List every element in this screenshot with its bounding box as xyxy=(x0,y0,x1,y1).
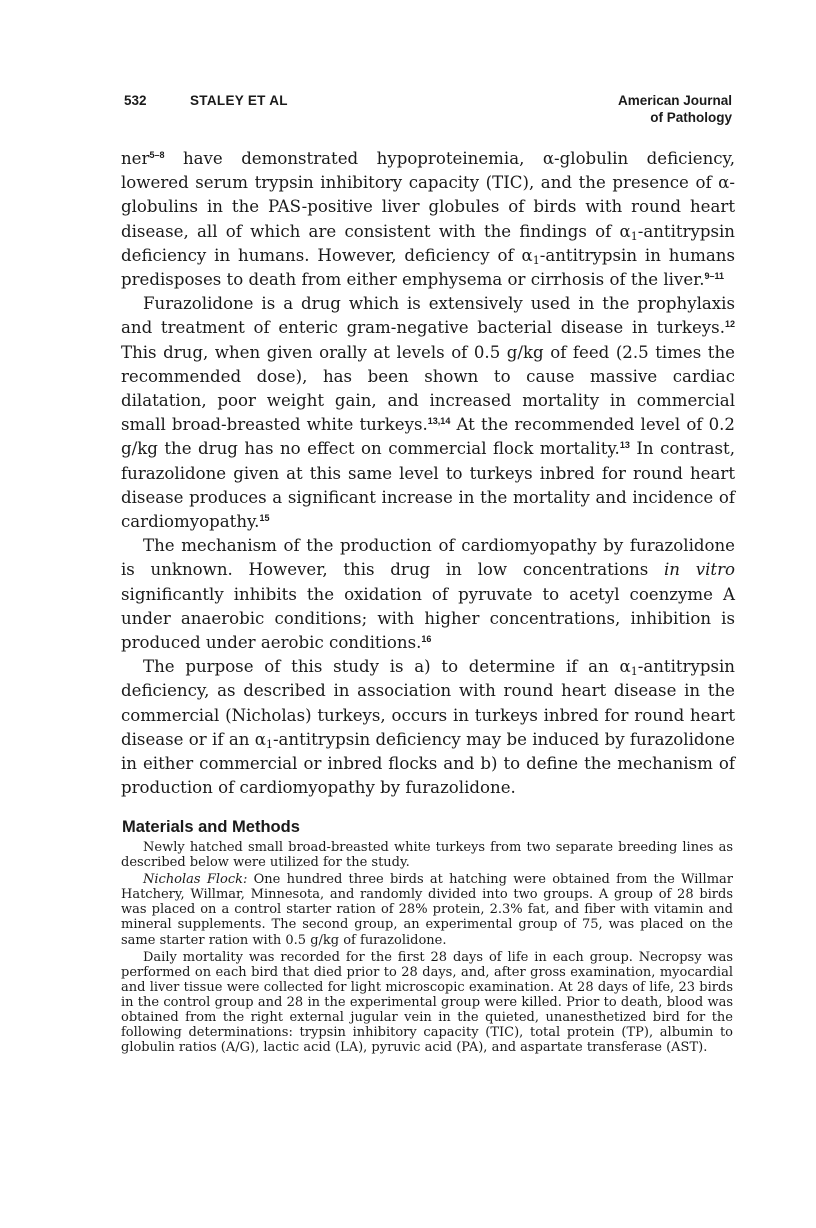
paragraph-3: The mechanism of the production of cardiomyopathy by furazolidone is unknown. However, this drug in low concentrations in vitro significantly inhibits the oxidation of pyruvate to acetyl coenzyme A under anaerobic conditions; with higher concentrations, inhibition is produced under aerobic conditions.$^{16}$ xyxy=(121,536,735,653)
page-number: 532 xyxy=(124,93,147,108)
running-head-journal xyxy=(618,92,732,126)
paragraph-1: ner$^{5-8}$ have demonstrated hypoproteinemia, α-globulin deficiency, lowered serum trypsin inhibitory capacity (TIC), and the presence of α-globulins in the PAS-positive liver globules of birds with round heart disease, all of which are consistent with the findings of $\alpha_1$-antitrypsin deficiency in humans. However, deficiency of $\alpha_1$-antitrypsin in humans predisposes to death from either emphysema or cirrhosis of the liver.$^{9-11}$ xyxy=(121,149,735,290)
citation-ref: 9–11 xyxy=(704,271,725,282)
section-heading-materials-methods: Materials and Methods xyxy=(122,818,300,836)
methods-paragraph-1: Newly hatched small broad-breasted white turkeys from two separate breeding lines as described below were utilized for the study. xyxy=(121,840,733,871)
journal-title-line1: American Journal xyxy=(617,93,732,108)
citation-ref: 13,14 xyxy=(427,416,451,427)
methods-text xyxy=(121,840,733,1055)
journal-title-line2: of Pathology xyxy=(650,110,732,125)
running-head-authors: STALEY ET AL xyxy=(190,93,288,108)
paragraph-4: The purpose of this study is a) to determine if an $\alpha_1$-antitrypsin deficiency, as described in association with round heart disease in the commercial (Nicholas) turkeys, occurs in turkeys inbred for round heart disease or if an $\alpha_1$-antitrypsin deficiency may be induced by furazolidone in either commercial or inbred flocks and b) to define the mechanism of production of cardiomyopathy by furazolidone. xyxy=(121,657,736,798)
methods-paragraph-2: Nicholas Flock: One hundred three birds at hatching were obtained from the Willmar Hatchery, Willmar, Minnesota, and randomly divided into two groups. A group of 28 birds was placed on a control starter ration of 28% protein, 2.3% fat, and fiber with vitamin and mineral supplements. The second group, an experimental group of 75, was placed on the same starter ration with 0.5 g/kg of furazolidone. xyxy=(121,872,733,948)
citation-ref: 13 xyxy=(619,440,630,451)
body-text xyxy=(121,147,735,800)
citation-ref: 5–8 xyxy=(149,150,165,160)
paragraph-2: Furazolidone is a drug which is extensively used in the prophylaxis and treatment of enteric gram-negative bacterial disease in turkeys.$^{12}$ This drug, when given orally at levels of 0.5 g/kg of feed (2.5 times the recommended dose), has been shown to cause massive cardiac dilatation, poor weight gain, and increased mortality in commercial small broad-breasted white turkeys.$^{13,14}$ At the recommended level of 0.2 g/kg the drug has no effect on commercial flock mortality.$^{13}$ In contrast, furazolidone given at this same level to turkeys inbred for round heart disease produces a significant increase in the mortality and incidence of cardiomyopathy.$^{15}$ xyxy=(121,294,736,532)
citation-ref: 12 xyxy=(724,319,735,330)
citation-ref: 16 xyxy=(421,634,432,645)
subsection-label: Nicholas Flock: xyxy=(143,872,248,888)
citation-ref: 15 xyxy=(259,513,270,524)
methods-paragraph-3: Daily mortality was recorded for the first 28 days of life in each group. Necropsy was performed on each bird that died prior to 28 days, and, after gross examination, myocardial and liver tissue were collected for light microscopic examination. At 28 days of life, 23 birds in the control group and 28 in the experimental group were killed. Prior to death, blood was obtained from the right external jugular vein in the quieted, unanesthetized bird for the following determinations: trypsin inhibitory capacity (TIC), total protein (TP), albumin to globulin ratios (A/G), lactic acid (LA), pyruvic acid (PA), and aspartate transferase (AST). xyxy=(121,949,733,1056)
